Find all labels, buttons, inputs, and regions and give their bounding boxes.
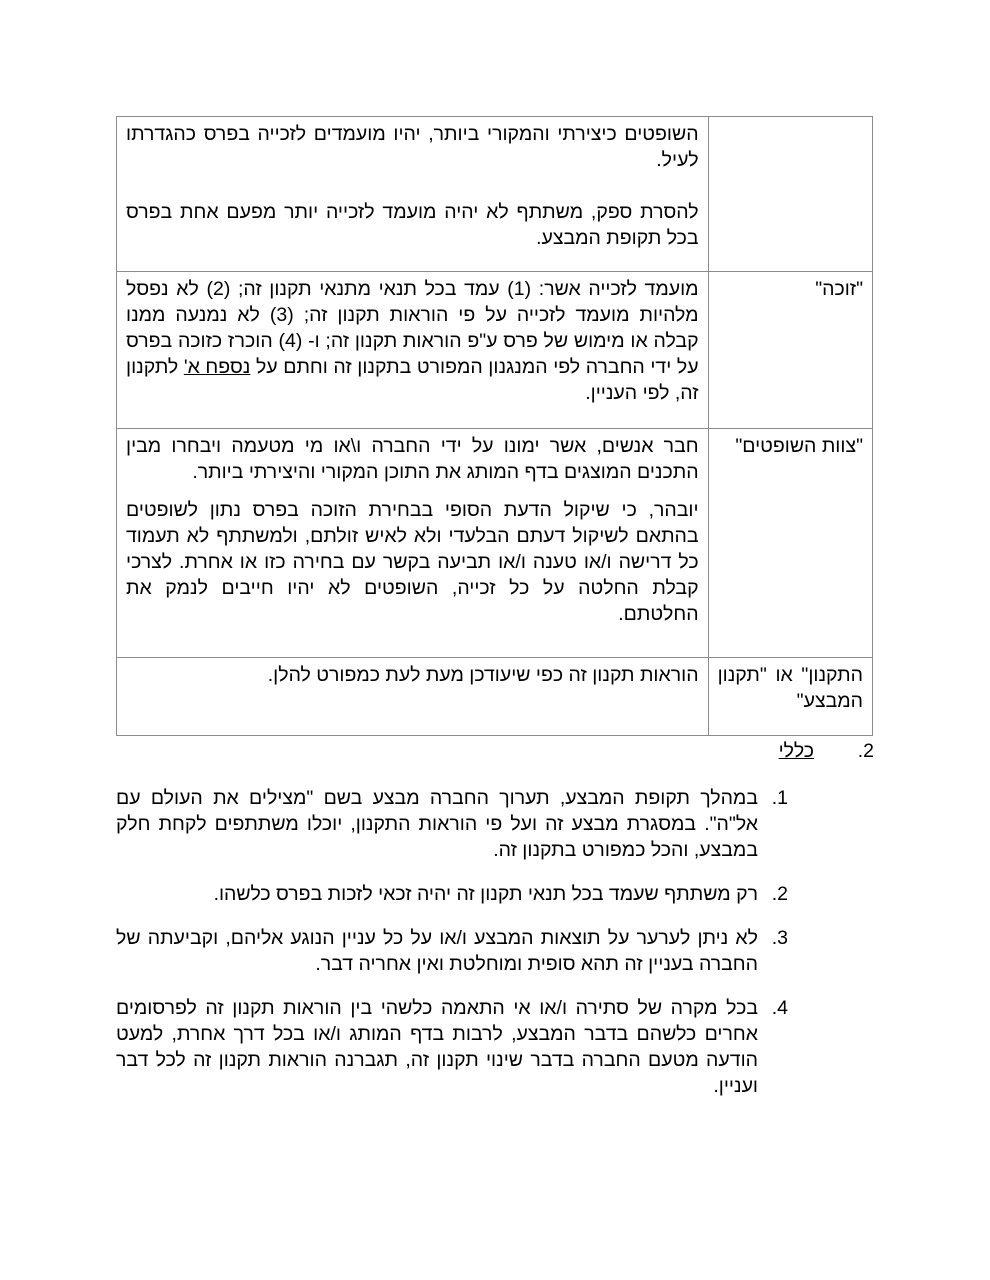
- list-item: [116, 995, 788, 1099]
- section-number: 2.: [857, 740, 874, 762]
- item-text: לא ניתן לערער על תוצאות המבצע ו/או על כל עניין הנוגע אליהם, וקביעתה של החברה בעניין זה תהא סופית ומוחלטת ואין אחריה דבר.: [116, 927, 758, 975]
- list-item: [116, 925, 788, 977]
- item-number: 3.: [771, 927, 788, 949]
- definition-text: יובהר, כי שיקול הדעת הסופי בבחירת הזוכה בפרס נתון לשופטים בהתאם לשיקול דעתם הבלעדי ולא לאיש זולתם, ולמשתתף לא תעמוד כל דרישה ו/או טענה ו/או תביעה בקשר עם בחירה כזו או אחרת. לצרכי קבלת החלטה על כל זכייה, השופטים לא יהיו חייבים לנמק את החלטתם.: [126, 499, 699, 625]
- term-cell: התקנון" או "תקנון המבצע": [708, 658, 872, 736]
- section-items: [116, 785, 788, 1117]
- term-cell: [708, 117, 872, 272]
- list-item: [116, 881, 788, 907]
- definition-text: הוראות תקנון זה כפי שיעודכן מעת לעת כמפורט להלן.: [267, 664, 699, 686]
- table-row: [117, 117, 873, 272]
- definition-text-tail: לתקנון זה, לפי העניין.: [126, 356, 699, 404]
- definition-cell: [117, 272, 709, 429]
- definition-cell: [117, 429, 709, 658]
- item-number: 1.: [771, 787, 788, 809]
- definition-cell: [117, 658, 709, 736]
- section-title: כללי: [778, 740, 814, 762]
- definition-text: להסרת ספק, משתתף לא יהיה מועמד לזכייה יותר מפעם אחת בפרס בכל תקופת המבצע.: [126, 201, 699, 249]
- table-row: [117, 658, 873, 736]
- item-text: במהלך תקופת המבצע, תערוך החברה מבצע בשם "מצילים את העולם עם אל"ה". במסגרת מבצע זה ועל פי הוראות התקנון, יוכלו משתתפים לקחת חלק במבצע, והכל כמפורט בתקנון זה.: [116, 787, 758, 861]
- definitions-table: [116, 116, 873, 736]
- definition-text: [126, 276, 699, 406]
- definition-text: חבר אנשים, אשר ימונו על ידי החברה ו\או מי מטעמה ויבחרו מבין התכנים המוצגים בדף המותג את התוכן המקורי והיצירתי ביותר.: [126, 435, 699, 483]
- appendix-a-link[interactable]: נספח א': [183, 356, 251, 378]
- item-text: רק משתתף שעמד בכל תנאי תקנון זה יהיה זכאי לזכות בפרס כלשהו.: [213, 883, 758, 905]
- item-text: בכל מקרה של סתירה ו/או אי התאמה כלשהי בין הוראות תקנון זה לפרסומים אחרים כלשהם בדבר המבצע, לרבות בדף המותג ו/או בכל דרך אחרת, למעט הודעה מטעם החברה בדבר שינוי תקנון זה, תגברנה הוראות תקנון זה לכל דבר ועניין.: [116, 997, 758, 1097]
- section-heading: [779, 738, 874, 764]
- definition-text: השופטים כיצירתי והמקורי ביותר, יהיו מועמדים לזכייה בפרס כהגדרתו לעיל.: [126, 123, 699, 171]
- item-number: 2.: [771, 883, 788, 905]
- term-cell: "זוכה": [708, 272, 872, 429]
- table-row: [117, 272, 873, 429]
- table-row: [117, 429, 873, 658]
- definition-text-body: מועמד לזכייה אשר: (1) עמד בכל תנאי מתנאי תקנון זה; (2) לא נפסל מלהיות מועמד לזכייה על פי הוראות תקנון זה; (3) לא נמנעה ממנו קבלה או מימוש של פרס ע"פ הוראות תקנון זה; ו- (4) הוכרז כזוכה בפרס על ידי החברה לפי המנגנון המפורט בתקנון זה וחתם על: [126, 278, 699, 378]
- term-cell: "צוות השופטים": [708, 429, 872, 658]
- list-item: [116, 785, 788, 863]
- item-number: 4.: [771, 997, 788, 1019]
- definition-cell: [117, 117, 709, 272]
